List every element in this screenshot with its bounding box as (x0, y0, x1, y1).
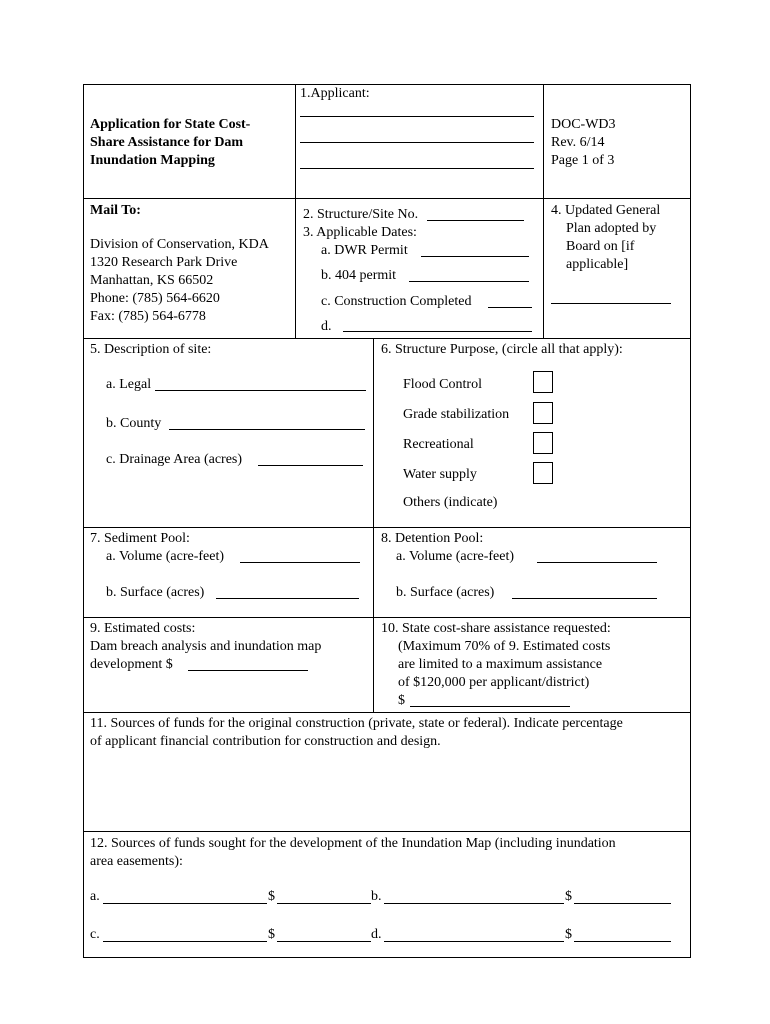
estimated-costs-field[interactable] (188, 670, 308, 671)
row5-bottom-border (83, 712, 691, 713)
general-plan-line1: 4. Updated General (551, 203, 661, 218)
fund-a-amount-field[interactable] (277, 903, 371, 904)
site-description-label: 5. Description of site: (90, 342, 212, 357)
cost-share-line1: (Maximum 70% of 9. Estimated costs (398, 639, 611, 654)
fund-a-dollar: $ (268, 889, 275, 904)
applicant-line-3[interactable] (300, 168, 534, 169)
sediment-pool-label: 7. Sediment Pool: (90, 531, 190, 546)
fund-c-amount-field[interactable] (277, 941, 371, 942)
original-funds-line2: of applicant financial contribution for construction and design. (90, 734, 441, 749)
table-top-border (83, 84, 691, 85)
general-plan-field[interactable] (551, 303, 671, 304)
doc-page: Page 1 of 3 (551, 153, 615, 168)
purpose-others: Others (indicate) (403, 495, 498, 510)
estimated-costs-label: 9. Estimated costs: (90, 621, 196, 636)
detention-volume-field[interactable] (537, 562, 657, 563)
cost-share-line2: are limited to a maximum assistance (398, 657, 603, 672)
applicant-line-1[interactable] (300, 116, 534, 117)
general-plan-line2: Plan adopted by (566, 221, 657, 236)
fund-c-label: c. (90, 927, 100, 942)
doc-code: DOC-WD3 (551, 117, 616, 132)
row6-bottom-border (83, 831, 691, 832)
permit-404-label: b. 404 permit (321, 268, 397, 283)
dwr-permit-label: a. DWR Permit (321, 243, 408, 258)
general-plan-line3: Board on [if (566, 239, 635, 254)
form-title-line1: Application for State Cost- (90, 117, 251, 132)
fund-a-label: a. (90, 889, 100, 904)
mail-line2: 1320 Research Park Drive (90, 255, 238, 270)
mail-line3: Manhattan, KS 66502 (90, 273, 214, 288)
sediment-surface-label: b. Surface (acres) (106, 585, 205, 600)
row3-bottom-border (83, 527, 691, 528)
sediment-volume-label: a. Volume (acre-feet) (106, 549, 225, 564)
map-funds-line1: 12. Sources of funds sought for the development of the Inundation Map (including inundation (90, 836, 616, 851)
fund-d-source-field[interactable] (384, 941, 564, 942)
estimated-costs-line2: development $ (90, 657, 173, 672)
drainage-area-label: c. Drainage Area (acres) (106, 452, 243, 467)
applicant-label: 1.Applicant: (300, 86, 370, 101)
detention-surface-field[interactable] (512, 598, 657, 599)
general-plan-line4: applicable] (566, 257, 629, 272)
mail-line1: Division of Conservation, KDA (90, 237, 269, 252)
county-field[interactable] (169, 429, 365, 430)
applicable-dates-label: 3. Applicable Dates: (303, 225, 417, 240)
fund-d-label: d. (371, 927, 382, 942)
fund-b-label: b. (371, 889, 382, 904)
purpose-recreational: Recreational (403, 437, 474, 452)
detention-volume-label: a. Volume (acre-feet) (396, 549, 515, 564)
date-d-label: d. (321, 319, 332, 334)
construction-completed-field[interactable] (488, 307, 532, 308)
original-funds-line1: 11. Sources of funds for the original construction (private, state or federal). Indicate percentage (90, 716, 623, 731)
applicant-line-2[interactable] (300, 142, 534, 143)
flood-control-checkbox[interactable] (533, 371, 553, 393)
fund-a-source-field[interactable] (103, 903, 267, 904)
water-supply-checkbox[interactable] (533, 462, 553, 484)
cost-share-field[interactable] (410, 706, 570, 707)
structure-site-label: 2. Structure/Site No. (303, 207, 419, 222)
sediment-volume-field[interactable] (240, 562, 360, 563)
cost-share-label: 10. State cost-share assistance requested: (381, 621, 611, 636)
original-funds-input-area[interactable] (90, 756, 684, 826)
legal-label: a. Legal (106, 377, 152, 392)
mail-to-label: Mail To: (90, 203, 141, 218)
form-title-line3: Inundation Mapping (90, 153, 215, 168)
fund-b-dollar: $ (565, 889, 572, 904)
detention-surface-label: b. Surface (acres) (396, 585, 495, 600)
estimated-costs-line1: Dam breach analysis and inundation map (90, 639, 322, 654)
col-divider-2 (543, 84, 544, 338)
table-left-border (83, 84, 84, 957)
purpose-water-supply: Water supply (403, 467, 477, 482)
structure-site-field[interactable] (427, 220, 524, 221)
structure-purpose-label: 6. Structure Purpose, (circle all that apply): (381, 342, 623, 357)
dwr-permit-field[interactable] (421, 256, 529, 257)
fund-b-source-field[interactable] (384, 903, 564, 904)
doc-rev: Rev. 6/14 (551, 135, 605, 150)
fund-d-amount-field[interactable] (574, 941, 671, 942)
form-title-line2: Share Assistance for Dam (90, 135, 244, 150)
purpose-flood-control: Flood Control (403, 377, 482, 392)
fund-c-source-field[interactable] (103, 941, 267, 942)
table-bottom-border (83, 957, 691, 958)
legal-field[interactable] (155, 390, 366, 391)
detention-pool-label: 8. Detention Pool: (381, 531, 484, 546)
drainage-area-field[interactable] (258, 465, 363, 466)
col-divider-1 (295, 84, 296, 338)
cost-share-dollar: $ (398, 693, 405, 708)
table-right-border (690, 84, 691, 957)
fund-b-amount-field[interactable] (574, 903, 671, 904)
construction-completed-label: c. Construction Completed (321, 294, 472, 309)
map-funds-line2: area easements): (90, 854, 183, 869)
fund-d-dollar: $ (565, 927, 572, 942)
mail-fax: Fax: (785) 564-6778 (90, 309, 206, 324)
sediment-surface-field[interactable] (216, 598, 359, 599)
mail-phone: Phone: (785) 564-6620 (90, 291, 220, 306)
date-d-field[interactable] (343, 331, 532, 332)
cost-share-line3: of $120,000 per applicant/district) (398, 675, 590, 690)
row2-bottom-border (83, 338, 691, 339)
row1-bottom-border (83, 198, 691, 199)
grade-stabilization-checkbox[interactable] (533, 402, 553, 424)
fund-c-dollar: $ (268, 927, 275, 942)
county-label: b. County (106, 416, 162, 431)
purpose-grade-stabilization: Grade stabilization (403, 407, 510, 422)
row4-bottom-border (83, 617, 691, 618)
permit-404-field[interactable] (409, 281, 529, 282)
col-divider-3 (373, 338, 374, 712)
recreational-checkbox[interactable] (533, 432, 553, 454)
